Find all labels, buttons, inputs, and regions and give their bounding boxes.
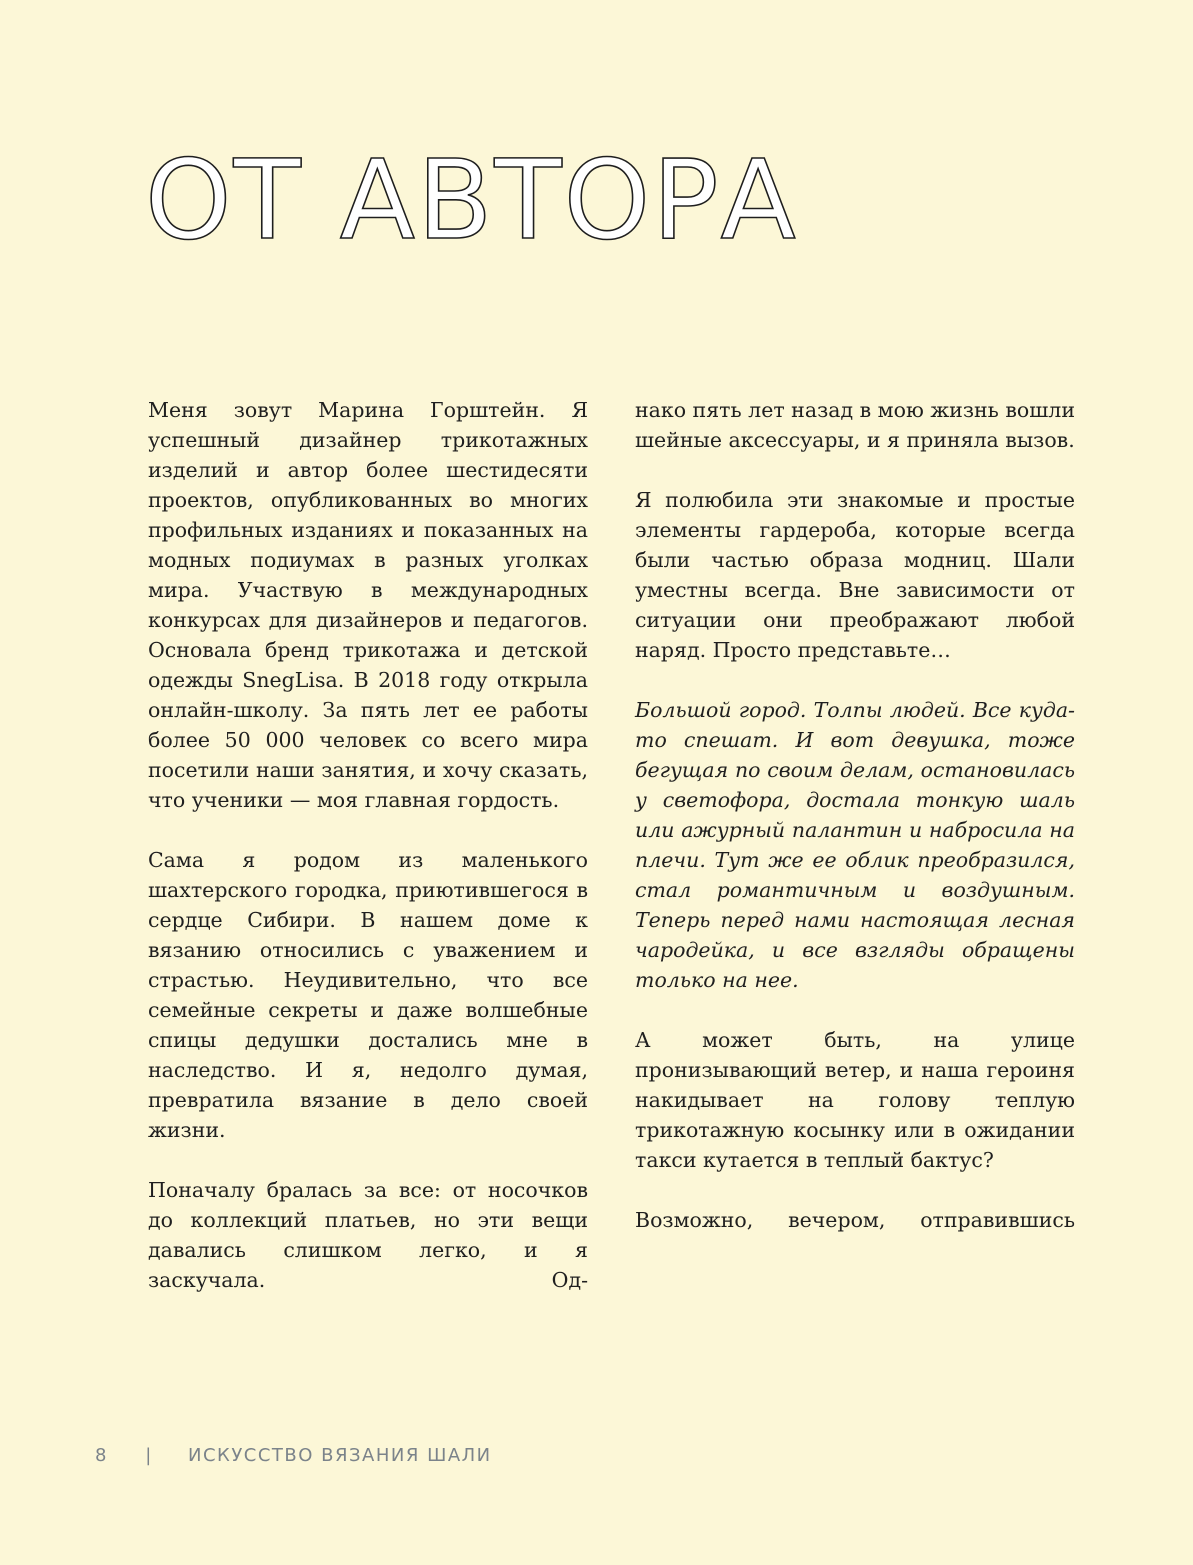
paragraph-intro: Меня зовут Марина Горштейн. Я успешный дизайнер трикотажных изделий и автор более шестидесяти проектов, опубликованных во многих профильных изданиях и показанных на модных подиумах в разных уголках мира. Участвую в международных конкурсах для дизайнеров и педагогов. Основала бренд трикотажа и детской одежды SnegLisa. В 2018 году открыла онлайн-школу. За пять лет ее работы более 50 000 человек со всего мира посетили наши занятия, и хочу сказать, что ученики — моя главная гордость. bbox=[148, 398, 588, 812]
page-footer bbox=[95, 1445, 492, 1466]
paragraph-continuation: нако пять лет назад в мою жизнь вошли шейные аксессуары, и я приняла вызов. bbox=[635, 398, 1075, 452]
paragraph-beginnings: Поначалу бралась за все: от носочков до коллекций платьев, но эти вещи давались слишком легко, и я заскучала. Од- bbox=[148, 1178, 588, 1292]
page-number: 8 bbox=[95, 1445, 108, 1466]
footer-separator: | bbox=[145, 1445, 153, 1466]
paragraph-love-of-shawls: Я полюбила эти знакомые и простые элементы гардероба, которые всегда были частью образа модниц. Шали уместны всегда. Вне зависимости от ситуации они преображают любой наряд. Просто представьте… bbox=[635, 488, 1075, 662]
paragraph-windy-day: А может быть, на улице пронизывающий ветер, и наша героиня накидывает на голову теплую трикотажную косынку или в ожидании такси кутается в теплый бактус? bbox=[635, 1028, 1075, 1172]
left-text-column bbox=[148, 395, 588, 1325]
book-title: ИСКУССТВО ВЯЗАНИЯ ШАЛИ bbox=[188, 1445, 492, 1466]
paragraph-origin: Сама я родом из маленького шахтерского городка, приютившегося в сердце Сибири. В нашем доме к вязанию относились с уважением и страстью. Неудивительно, что все семейные секреты и даже волшебные спицы дедушки достались мне в наследство. И я, недолго думая, превратила вязание в дело своей жизни. bbox=[148, 848, 588, 1142]
paragraph-city-scene: Большой город. Толпы людей. Все куда-то спешат. И вот девушка, тоже бегущая по своим делам, остановилась у светофора, достала тонкую шаль или ажурный палантин и набросила на плечи. Тут же ее облик преобразился, стал романтичным и воздушным. Теперь перед нами настоящая лесная чародейка, и все взгляды обращены только на нее. bbox=[635, 698, 1075, 992]
right-text-column bbox=[635, 395, 1075, 1265]
page-title: ОТ АВТОРА bbox=[145, 136, 798, 264]
paragraph-evening: Возможно, вечером, отправившись bbox=[635, 1208, 1075, 1232]
